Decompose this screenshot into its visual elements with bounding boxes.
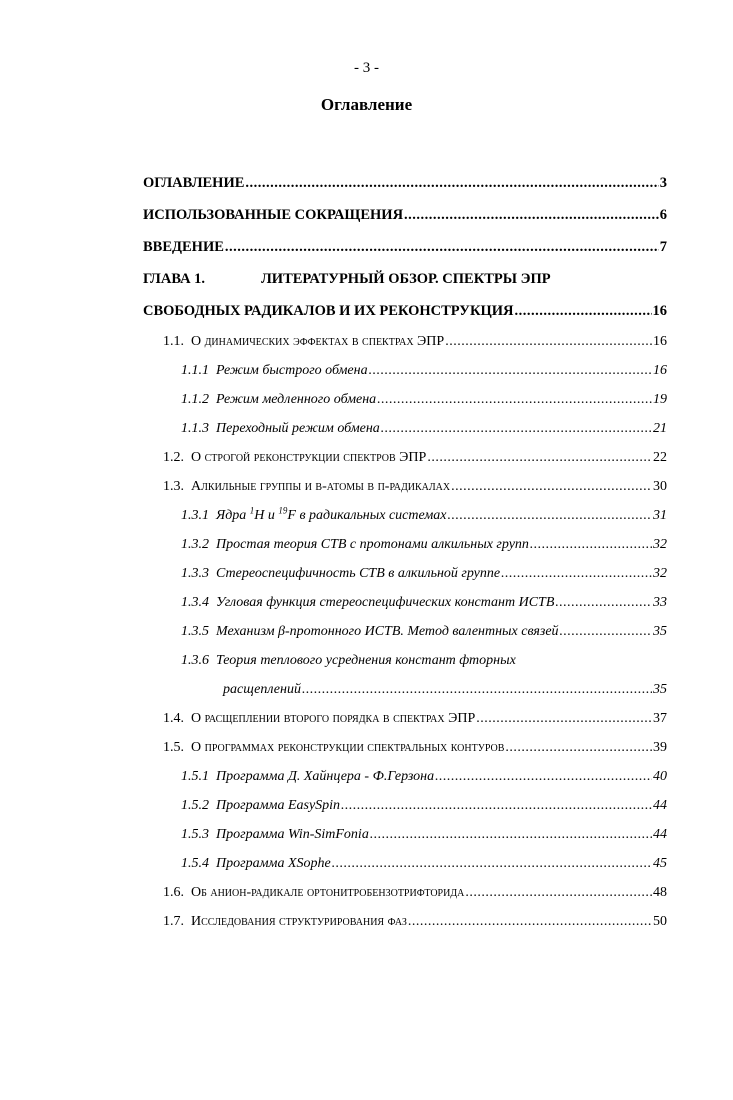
toc-entry-text: Теория теплового усреднения констант фторных — [216, 653, 516, 668]
toc-entry-1-5-2 — [143, 791, 667, 820]
toc-page-number: 32 — [653, 566, 667, 581]
dot-leader — [369, 356, 652, 385]
toc-page-number: 32 — [653, 537, 667, 552]
toc-page-number: 44 — [653, 827, 667, 842]
toc-entry-text: О строгой реконструкции спектров ЭПР — [191, 450, 427, 465]
toc-entry-1-3-5 — [143, 617, 667, 646]
toc-entry-text: Программа EasySpin — [216, 798, 341, 813]
toc-entry-1-5-4 — [143, 849, 667, 878]
dot-leader — [445, 327, 652, 356]
dot-leader — [332, 849, 652, 878]
toc-page-number: 31 — [653, 508, 667, 523]
dot-leader — [341, 791, 652, 820]
toc-page-number: 45 — [653, 856, 667, 871]
toc-page-number: 16 — [652, 303, 667, 319]
section-number: 1.3.4 — [181, 595, 209, 610]
toc-page-number: 50 — [653, 914, 667, 929]
toc-page-number: 16 — [653, 363, 667, 378]
toc-entry-1-5-1 — [143, 762, 667, 791]
toc-entry-text: Режим медленного обмена — [216, 392, 377, 407]
dot-leader — [381, 414, 652, 443]
toc-page-number: 19 — [653, 392, 667, 407]
toc-page-number: 39 — [653, 740, 667, 755]
toc-entry-1-3-2 — [143, 530, 667, 559]
toc-page-number: 16 — [653, 334, 667, 349]
section-number: 1.6. — [163, 885, 184, 900]
section-number: 1.5.3 — [181, 827, 209, 842]
toc-entry-1-1 — [143, 327, 667, 356]
section-number: 1.1. — [163, 334, 184, 349]
toc-page-number: 44 — [653, 798, 667, 813]
toc-entry-text: Ядра $^1$H и $^{19}$F в радикальных системах — [216, 505, 447, 523]
toc-chapter-1-line1 — [143, 263, 667, 295]
toc-entry-1-1-1 — [143, 356, 667, 385]
toc-entry-1-3-1 — [143, 501, 667, 530]
toc-entry-introduction — [143, 231, 667, 263]
dot-leader — [501, 559, 652, 588]
toc-entry-text: ВВЕДЕНИЕ — [143, 239, 224, 255]
toc-page-number: 33 — [653, 595, 667, 610]
section-number: 1.1.3 — [181, 421, 209, 436]
toc-entry-text: ИСПОЛЬЗОВАННЫЕ СОКРАЩЕНИЯ — [143, 207, 404, 223]
chapter-label: ГЛАВА 1. — [143, 271, 206, 287]
toc-entry-1-6 — [143, 878, 667, 907]
dot-leader — [465, 878, 652, 907]
dot-leader — [427, 443, 652, 472]
toc-page-number: 3 — [659, 175, 667, 191]
toc-page-number: 30 — [653, 479, 667, 494]
section-number: 1.5. — [163, 740, 184, 755]
toc-page-number: 22 — [653, 450, 667, 465]
section-number: 1.3.3 — [181, 566, 209, 581]
dot-leader — [555, 588, 652, 617]
dot-leader — [505, 733, 652, 762]
section-number: 1.1.2 — [181, 392, 209, 407]
toc-entry-1-1-3 — [143, 414, 667, 443]
section-number: 1.3.2 — [181, 537, 209, 552]
toc-entry-text: О программах реконструкции спектральных контуров — [191, 740, 505, 755]
toc-entry-text: Переходный режим обмена — [216, 421, 380, 436]
toc-entry-1-3-6-line2 — [143, 675, 667, 704]
toc-entry-1-3-4 — [143, 588, 667, 617]
toc-entry-text: Об анион-радикале ортонитробензотрифторида — [191, 885, 465, 900]
section-number: 1.5.1 — [181, 769, 209, 784]
dot-leader — [515, 295, 652, 327]
section-number: 1.4. — [163, 711, 184, 726]
chapter-title-line2: СВОБОДНЫХ РАДИКАЛОВ И ИХ РЕКОНСТРУКЦИЯ — [143, 303, 514, 319]
dot-leader — [404, 199, 659, 231]
toc-entry-text: Программа Win-SimFonia — [216, 827, 369, 842]
dot-leader — [302, 675, 652, 704]
toc-entry-1-4 — [143, 704, 667, 733]
section-number: 1.1.1 — [181, 363, 209, 378]
toc-entry-text: Угловая функция стереоспецифических констант ИСТВ — [216, 595, 555, 610]
dot-leader — [435, 762, 652, 791]
toc-entry-1-7 — [143, 907, 667, 936]
toc-entry-text: ОГЛАВЛЕНИЕ — [143, 175, 245, 191]
toc-entry-text: О динамических эффектах в спектрах ЭПР — [191, 334, 445, 349]
toc-entry-1-3-6-line1 — [143, 646, 667, 675]
section-number: 1.5.2 — [181, 798, 209, 813]
toc-page-number: 6 — [659, 207, 667, 223]
toc-entry-1-3 — [143, 472, 667, 501]
toc-page-number: 35 — [653, 624, 667, 639]
dot-leader — [225, 231, 659, 263]
toc-entry-text: Исследования структурирования фаз — [191, 914, 407, 929]
dot-leader — [377, 385, 652, 414]
page-number: - 3 - — [354, 60, 379, 76]
section-number: 1.3.5 — [181, 624, 209, 639]
toc-entry-1-5-3 — [143, 820, 667, 849]
dot-leader — [476, 704, 652, 733]
toc-entry-1-1-2 — [143, 385, 667, 414]
toc-chapter-1-line2 — [143, 295, 667, 327]
toc-entry-oglavlenie — [143, 167, 667, 199]
toc-entry-text: Простая теория СТВ с протонами алкильных групп — [216, 537, 529, 552]
section-number: 1.3.6 — [181, 653, 209, 668]
toc-page-number: 21 — [653, 421, 667, 436]
dot-leader — [408, 907, 652, 936]
toc-entry-text: Алкильные группы и в-атомы в п-радикалах — [191, 479, 451, 494]
toc-entry-text: Механизм β-протонного ИСТВ. Метод валентных связей — [216, 624, 559, 639]
toc-entry-text: Режим быстрого обмена — [216, 363, 368, 378]
toc-page-number: 40 — [653, 769, 667, 784]
dot-leader — [245, 167, 658, 199]
toc-entry-text: О расщеплении второго порядка в спектрах ЭПР — [191, 711, 476, 726]
toc-page-number: 35 — [653, 682, 667, 697]
section-number: 1.2. — [163, 450, 184, 465]
toc-entry-1-2 — [143, 443, 667, 472]
section-number: 1.7. — [163, 914, 184, 929]
toc-entry-abbreviations — [143, 199, 667, 231]
toc-entry-text: Стереоспецифичность СТВ в алкильной группе — [216, 566, 501, 581]
section-number: 1.5.4 — [181, 856, 209, 871]
toc-page-number: 7 — [659, 239, 667, 255]
toc-entry-1-5 — [143, 733, 667, 762]
toc-entry-text-continued: расщеплений — [223, 682, 301, 697]
dot-leader — [530, 530, 652, 559]
chapter-title-line1: ЛИТЕРАТУРНЫЙ ОБЗОР. СПЕКТРЫ ЭПР — [261, 271, 551, 287]
toc-entry-text: Программа Д. Хайнцера - Ф.Герзона — [216, 769, 435, 784]
section-number: 1.3.1 — [181, 508, 209, 523]
dot-leader — [448, 501, 652, 530]
document-title: Оглавление — [320, 95, 413, 114]
toc-entry-text: Программа XSophe — [216, 856, 331, 871]
section-number: 1.3. — [163, 479, 184, 494]
dot-leader — [451, 472, 652, 501]
toc-entry-1-3-3 — [143, 559, 667, 588]
dot-leader — [560, 617, 652, 646]
table-of-contents — [143, 167, 667, 936]
dot-leader — [370, 820, 652, 849]
toc-page-number: 37 — [653, 711, 667, 726]
toc-page-number: 48 — [653, 885, 667, 900]
